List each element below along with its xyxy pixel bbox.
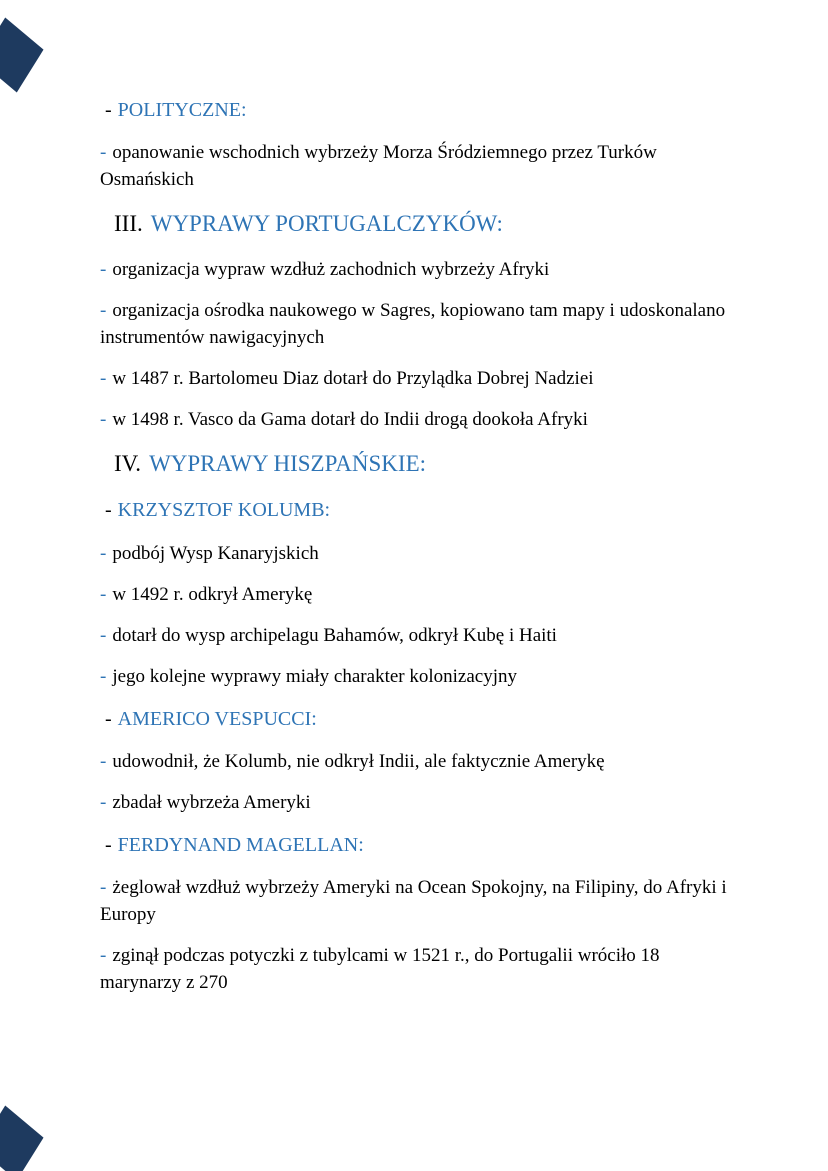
line-text: jego kolejne wyprawy miały charakter kolonizacyjny [112,665,517,687]
line-dash: - [100,665,107,687]
list-item [100,298,734,352]
line-text: w 1487 r. Bartolomeu Diaz dotarł do Przylądka Dobrej Nadziei [112,367,594,389]
line-text: opanowanie wschodnich wybrzeży Morza Śródziemnego przez Turków Osmańskich [100,142,657,191]
line-text: WYPRAWY HISZPAŃSKIE: [149,450,427,476]
sub-heading [100,705,734,733]
sub-heading [100,831,734,859]
line-text: podbój Wysp Kanaryjskich [112,542,319,564]
line-text: AMERICO VESPUCCI: [117,707,317,730]
line-text: POLITYCZNE: [117,99,247,121]
line-dash: - [100,945,107,967]
list-item [100,541,734,568]
line-dash: - [100,367,107,389]
list-item [100,257,734,284]
line-text: w 1492 r. odkrył Amerykę [112,583,313,605]
list-item [100,790,734,817]
line-dash: - [100,877,107,899]
list-item [100,623,734,650]
document-content [100,96,734,1011]
line-text: organizacja ośrodka naukowego w Sagres, kopiowano tam mapy i udoskonalano instrumentów nawigacyjnych [100,299,726,348]
section-heading [100,208,734,241]
line-dash: - [100,299,107,321]
line-dash: - [100,583,107,605]
line-dash: - [100,258,107,280]
line-text: udowodnił, że Kolumb, nie odkrył Indii, ale faktycznie Amerykę [112,751,605,773]
corner-decoration-bottom-icon [0,1106,44,1171]
line-text: KRZYSZTOF KOLUMB: [117,499,331,522]
line-dash: - [105,99,112,121]
list-item [100,664,734,691]
list-item [100,366,734,393]
line-dash: - [100,408,107,430]
line-dash: - [105,499,112,522]
line-dash: - [105,834,112,857]
line-text: żeglował wzdłuż wybrzeży Ameryki na Ocean Spokojny, na Filipiny, do Afryki i Europy [100,877,727,926]
line-text: zginął podczas potyczki z tubylcami w 1521 r., do Portugalii wróciło 18 marynarzy z 270 [100,945,660,994]
line-dash: - [100,792,107,814]
list-item [100,943,734,997]
line-dash: - [100,542,107,564]
section-number: III. [114,211,143,237]
line-text: FERDYNAND MAGELLAN: [117,834,364,857]
line-text: zbadał wybrzeża Ameryki [112,792,311,814]
sub-heading [100,96,734,124]
line-dash: - [100,624,107,646]
corner-decoration-top-icon [0,18,44,93]
section-heading [100,448,734,481]
line-text: w 1498 r. Vasco da Gama dotarł do Indii drogą dookoła Afryki [112,408,588,430]
line-text: dotarł do wysp archipelagu Bahamów, odkrył Kubę i Haiti [112,624,557,646]
list-item [100,749,734,776]
sub-heading [100,496,734,524]
line-dash: - [100,751,107,773]
list-item [100,875,734,929]
section-number: IV. [114,450,142,476]
list-item [100,582,734,609]
list-item [100,140,734,194]
line-dash: - [105,707,112,730]
list-item [100,407,734,434]
line-text: organizacja wypraw wzdłuż zachodnich wybrzeży Afryki [112,258,550,280]
line-text: WYPRAWY PORTUGALCZYKÓW: [150,211,503,237]
line-dash: - [100,142,107,164]
